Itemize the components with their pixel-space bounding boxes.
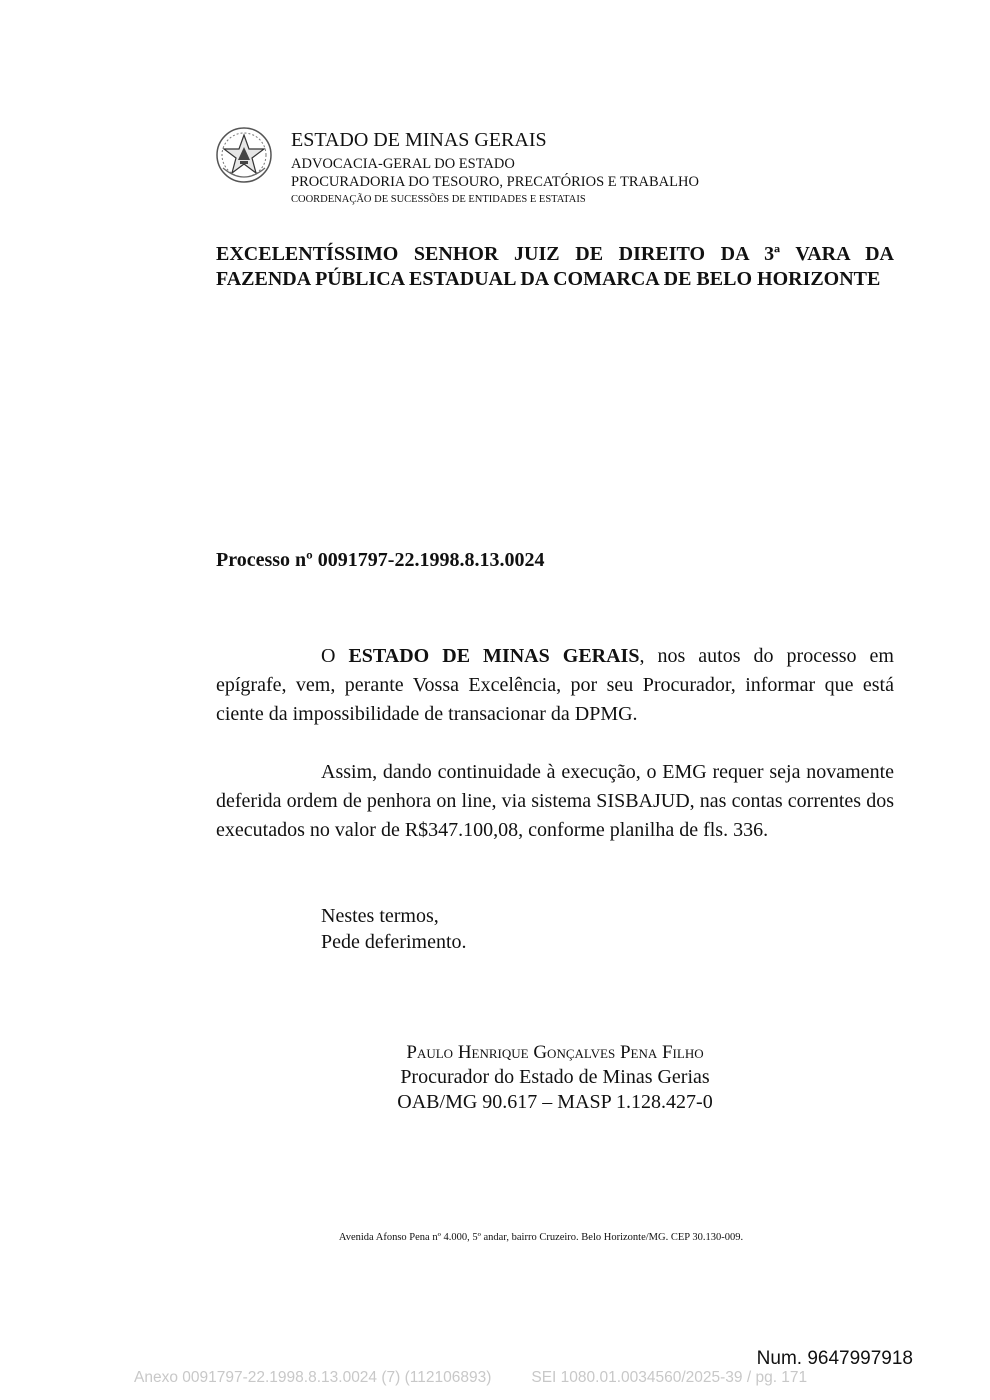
signatory-title: Procurador do Estado de Minas Gerias	[400, 1066, 710, 1088]
process-number: Processo nº 0091797-22.1998.8.13.0024	[216, 549, 545, 571]
letterhead-coordination: COORDENAÇÃO DE SUCESSÕES DE ENTIDADES E ESTATAIS	[291, 194, 586, 205]
addressee-heading: EXCELENTÍSSIMO SENHOR JUIZ DE DIREITO DA 3ª VARA DA FAZENDA PÚBLICA ESTADUAL DA COMARCA DE BELO HORIZONTE	[216, 243, 894, 290]
letterhead-department: PROCURADORIA DO TESOURO, PRECATÓRIOS E TRABALHO	[291, 174, 699, 190]
coat-of-arms-icon	[215, 126, 273, 184]
signature-block	[320, 1040, 790, 1115]
party-name: ESTADO DE MINAS GERAIS	[348, 645, 640, 667]
closing-line-2: Pede deferimento.	[321, 931, 467, 953]
letterhead-state: ESTADO DE MINAS GERAIS	[291, 129, 547, 151]
document-number: Num. 9647997918	[756, 1348, 913, 1369]
footer-address: Avenida Afonso Pena nº 4.000, 5º andar, bairro Cruzeiro. Belo Horizonte/MG. CEP 30.130-009.	[338, 1232, 744, 1243]
paragraph-prefix: O	[321, 645, 349, 667]
paragraph-text: , nos autos do processo em epígrafe, vem, perante Vossa Excelência, por seu Procurador, informar que está ciente da impossibilidade de transacionar da DPMG.	[216, 645, 894, 725]
letterhead-agency: ADVOCACIA-GERAL DO ESTADO	[291, 156, 515, 172]
sei-reference: SEI 1080.01.0034560/2025-39 / pg. 171	[531, 1369, 808, 1386]
body-paragraph-1	[216, 642, 894, 728]
annex-stamp	[134, 1368, 807, 1388]
annex-reference: Anexo 0091797-22.1998.8.13.0024 (7) (112106893)	[134, 1369, 492, 1386]
signatory-registration: OAB/MG 90.617 – MASP 1.128.427-0	[397, 1091, 713, 1113]
body-paragraph-2: Assim, dando continuidade à execução, o EMG requer seja novamente deferida ordem de penhora on line, via sistema SISBAJUD, nas contas correntes dos executados no valor de R$347.100,08, conforme planilha de fls. 336.	[216, 761, 894, 841]
signatory-name: Paulo Henrique Gonçalves Pena Filho	[406, 1042, 704, 1063]
closing-line-1: Nestes termos,	[321, 905, 439, 927]
closing-block	[321, 903, 467, 955]
